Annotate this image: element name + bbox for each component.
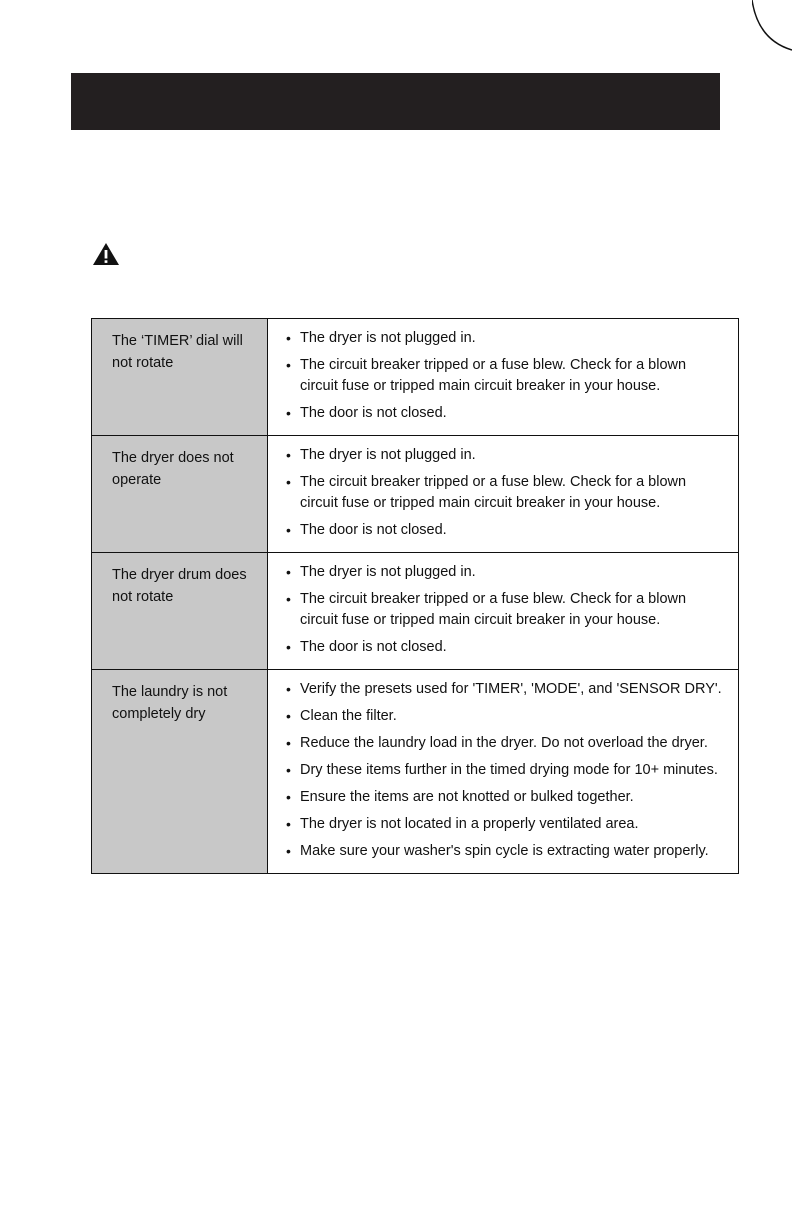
cause-text: Ensure the items are not knotted or bulked together. xyxy=(300,789,634,805)
table-row xyxy=(92,319,739,436)
cause-text: The circuit breaker tripped or a fuse blew. Check for a blown circuit fuse or tripped main circuit breaker in your house. xyxy=(300,474,687,511)
causes-cell xyxy=(268,553,739,670)
list-item xyxy=(284,679,724,700)
list-item xyxy=(284,328,724,349)
cause-text: The dryer is not plugged in. xyxy=(300,447,476,463)
bullet-icon: • xyxy=(286,474,291,490)
cause-text: Clean the filter. xyxy=(300,708,397,724)
list-item xyxy=(284,520,724,541)
problem-cell xyxy=(92,553,268,670)
causes-cell xyxy=(268,319,739,436)
bullet-icon: • xyxy=(286,591,291,607)
problem-label: The dryer does not operate xyxy=(112,450,234,488)
troubleshooting-table xyxy=(91,318,739,874)
table-row xyxy=(92,553,739,670)
cause-text: The dryer is not located in a properly ventilated area. xyxy=(300,816,639,832)
list-item xyxy=(284,841,724,862)
causes-list xyxy=(284,562,724,658)
problem-label: The dryer drum does not rotate xyxy=(112,567,247,605)
problem-cell xyxy=(92,436,268,553)
bullet-icon: • xyxy=(286,843,291,859)
causes-cell xyxy=(268,436,739,553)
list-item xyxy=(284,637,724,658)
problem-cell xyxy=(92,670,268,874)
list-item xyxy=(284,355,724,397)
list-item xyxy=(284,814,724,835)
page-corner-curve xyxy=(752,0,792,60)
section-title-bar xyxy=(71,73,720,130)
problem-label: The ‘TIMER’ dial will not rotate xyxy=(112,333,243,371)
list-item xyxy=(284,706,724,727)
causes-list xyxy=(284,328,724,424)
bullet-icon: • xyxy=(286,762,291,778)
causes-cell xyxy=(268,670,739,874)
bullet-icon: • xyxy=(286,681,291,697)
list-item xyxy=(284,733,724,754)
cause-text: The circuit breaker tripped or a fuse blew. Check for a blown circuit fuse or tripped main circuit breaker in your house. xyxy=(300,591,687,628)
list-item xyxy=(284,403,724,424)
list-item xyxy=(284,787,724,808)
bullet-icon: • xyxy=(286,708,291,724)
table-row xyxy=(92,670,739,874)
problem-cell xyxy=(92,319,268,436)
bullet-icon: • xyxy=(286,735,291,751)
bullet-icon: • xyxy=(286,789,291,805)
bullet-icon: • xyxy=(286,447,291,463)
bullet-icon: • xyxy=(286,564,291,580)
cause-text: The dryer is not plugged in. xyxy=(300,330,476,346)
cause-text: The circuit breaker tripped or a fuse blew. Check for a blown circuit fuse or tripped main circuit breaker in your house. xyxy=(300,357,687,394)
cause-text: The door is not closed. xyxy=(300,639,447,655)
list-item xyxy=(284,760,724,781)
cause-text: The dryer is not plugged in. xyxy=(300,564,476,580)
bullet-icon: • xyxy=(286,522,291,538)
cause-text: The door is not closed. xyxy=(300,405,447,421)
table-row xyxy=(92,436,739,553)
cause-text: The door is not closed. xyxy=(300,522,447,538)
causes-list xyxy=(284,445,724,541)
bullet-icon: • xyxy=(286,357,291,373)
bullet-icon: • xyxy=(286,330,291,346)
list-item xyxy=(284,589,724,631)
warning-triangle-icon xyxy=(92,242,120,266)
bullet-icon: • xyxy=(286,816,291,832)
problem-label: The laundry is not completely dry xyxy=(112,684,228,722)
list-item xyxy=(284,445,724,466)
cause-text: Make sure your washer's spin cycle is extracting water properly. xyxy=(300,843,709,859)
bullet-icon: • xyxy=(286,405,291,421)
list-item xyxy=(284,472,724,514)
cause-text: Verify the presets used for 'TIMER', 'MODE', and 'SENSOR DRY'. xyxy=(300,681,722,697)
list-item xyxy=(284,562,724,583)
cause-text: Reduce the laundry load in the dryer. Do not overload the dryer. xyxy=(300,735,708,751)
cause-text: Dry these items further in the timed drying mode for 10+ minutes. xyxy=(300,762,718,778)
bullet-icon: • xyxy=(286,639,291,655)
causes-list xyxy=(284,679,724,862)
